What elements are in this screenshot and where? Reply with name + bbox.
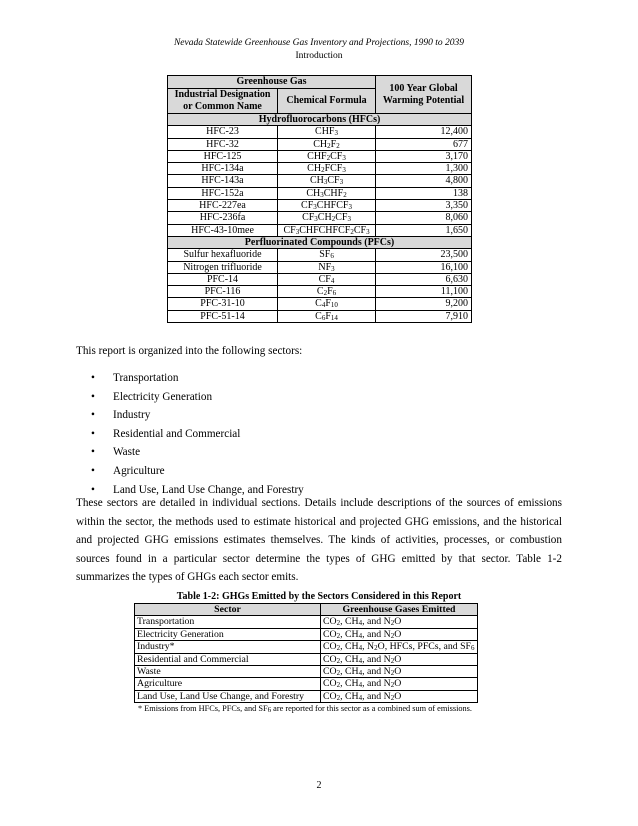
ghg-table xyxy=(134,603,478,703)
sector-label: Electricity Generation xyxy=(113,390,213,403)
table-row xyxy=(135,678,478,690)
running-header-title: Nevada Statewide Greenhouse Gas Inventory and Projections, 1990 to 2039 xyxy=(173,38,465,48)
section-hfc: Hydrofluorocarbons (HFCs) xyxy=(168,114,472,126)
gases-emitted: $CO_2$, $CH_4$, and $N_2O$ xyxy=(321,678,478,690)
table-row xyxy=(135,690,478,702)
gases-emitted: $CO_2$, $CH_4$, and $N_2O$ xyxy=(321,690,478,702)
table-row xyxy=(168,224,472,236)
bullet-icon: • xyxy=(91,446,95,459)
gas-name: HFC-32 xyxy=(168,138,278,150)
list-item xyxy=(88,425,304,444)
table-row xyxy=(168,187,472,199)
chemical-formula: $CF_3CHFCF_3$ xyxy=(278,200,376,212)
bullet-icon: • xyxy=(91,427,95,440)
table-row xyxy=(135,628,478,640)
sector-label: Land Use, Land Use Change, and Forestry xyxy=(113,483,304,496)
sector-name: Waste xyxy=(135,666,321,678)
gas-name: HFC-236fa xyxy=(168,212,278,224)
table-footnote: * Emissions from HFCs, PFCs, and $SF_6$ are reported for this sector as a combined sum of emissions. xyxy=(138,704,472,714)
chemical-formula: $CH_2FCF_3$ xyxy=(278,163,376,175)
gas-name: PFC-116 xyxy=(168,286,278,298)
bullet-icon: • xyxy=(91,464,95,477)
gwp-value: 3,170 xyxy=(376,150,472,162)
chemical-formula: $C_4F_{10}$ xyxy=(278,298,376,310)
gas-name: HFC-125 xyxy=(168,150,278,162)
gwp-value: 8,060 xyxy=(376,212,472,224)
gwp-value: 11,100 xyxy=(376,286,472,298)
table-row xyxy=(168,175,472,187)
chemical-formula: $CF_3CH_2CF_3$ xyxy=(278,212,376,224)
section-pfc: Perfluorinated Compounds (PFCs) xyxy=(168,236,472,248)
table-row xyxy=(168,163,472,175)
sector-name: Agriculture xyxy=(135,678,321,690)
gwp-value: 677 xyxy=(376,138,472,150)
chemical-formula: $C_6F_{14}$ xyxy=(278,310,376,322)
gases-emitted: $CO_2$, $CH_4$, and $N_2O$ xyxy=(321,628,478,640)
gas-name: HFC-43-10mee xyxy=(168,224,278,236)
header-designation: Industrial Designation or Common Name xyxy=(168,89,278,114)
bullet-icon: • xyxy=(91,483,95,496)
list-item xyxy=(88,462,304,481)
sector-label: Waste xyxy=(113,446,141,459)
table-row xyxy=(168,298,472,310)
header-formula: Chemical Formula xyxy=(278,89,376,114)
sector-name: Land Use, Land Use Change, and Forestry xyxy=(135,690,321,702)
gas-name: Sulfur hexafluoride xyxy=(168,249,278,261)
gas-name: PFC-31-10 xyxy=(168,298,278,310)
gwp-table-header-row xyxy=(168,76,472,89)
header-sector: Sector xyxy=(135,604,321,616)
table-row xyxy=(135,666,478,678)
sector-name: Industry* xyxy=(135,641,321,653)
chemical-formula: $CH_3CHF_2$ xyxy=(278,187,376,199)
gwp-value: 7,910 xyxy=(376,310,472,322)
gas-name: HFC-134a xyxy=(168,163,278,175)
chemical-formula: $CF_3CHFCHFCF_2CF_3$ xyxy=(278,224,376,236)
gas-name: PFC-51-14 xyxy=(168,310,278,322)
table-row xyxy=(135,616,478,628)
table-row xyxy=(168,150,472,162)
sector-label: Agriculture xyxy=(113,464,165,477)
gwp-value: 23,500 xyxy=(376,249,472,261)
sector-list xyxy=(88,369,304,499)
gas-name: PFC-14 xyxy=(168,273,278,285)
sector-label: Residential and Commercial xyxy=(113,427,241,440)
gases-emitted: $CO_2$, $CH_4$, and $N_2O$ xyxy=(321,666,478,678)
chemical-formula: $CF_4$ xyxy=(278,273,376,285)
header-greenhouse-gas: Greenhouse Gas xyxy=(168,76,376,89)
table-row xyxy=(168,126,472,138)
list-item xyxy=(88,388,304,407)
table-row xyxy=(168,138,472,150)
list-item xyxy=(88,406,304,425)
list-item xyxy=(88,369,304,388)
section-row-hfc xyxy=(168,114,472,126)
table-row xyxy=(168,273,472,285)
gwp-value: 6,630 xyxy=(376,273,472,285)
header-gwp: 100 Year Global Warming Potential xyxy=(376,76,472,114)
list-item xyxy=(88,443,304,462)
table-1-2-title: Table 1-2: GHGs Emitted by the Sectors Considered in this Report xyxy=(176,591,462,602)
chemical-formula: $NF_3$ xyxy=(278,261,376,273)
gas-name: HFC-152a xyxy=(168,187,278,199)
gwp-value: 3,350 xyxy=(376,200,472,212)
chemical-formula: $CHF_3$ xyxy=(278,126,376,138)
header-gases: Greenhouse Gases Emitted xyxy=(321,604,478,616)
table-row xyxy=(168,261,472,273)
gwp-value: 9,200 xyxy=(376,298,472,310)
running-header-section: Introduction xyxy=(295,51,343,61)
gases-emitted: $CO_2$, $CH_4$, and $N_2O$ xyxy=(321,616,478,628)
gases-emitted: $CO_2$, $CH_4$, $N_2O$, HFCs, PFCs, and $SF_6$ xyxy=(321,641,478,653)
table-row xyxy=(168,200,472,212)
gwp-value: 4,800 xyxy=(376,175,472,187)
detail-paragraph: These sectors are detailed in individual sections. Details include descriptions of the sources of emissions within the sector, the methods used to estimate historical and projected GHG emissions, and the historical and projected GHG emissions estimates themselves. The kinds of activities, processes, or combustion sources found in a particular sector determine the types of GHG emitted by that sector. Table 1-2 summarizes the types of GHGs each sector emits. xyxy=(76,497,562,583)
chemical-formula: $CH_3CF_3$ xyxy=(278,175,376,187)
sector-label: Industry xyxy=(113,409,151,422)
table-row xyxy=(168,212,472,224)
gases-emitted: $CO_2$, $CH_4$, and $N_2O$ xyxy=(321,653,478,665)
chemical-formula: $SF_6$ xyxy=(278,249,376,261)
table-row xyxy=(168,310,472,322)
gwp-table xyxy=(167,75,472,323)
gwp-value: 12,400 xyxy=(376,126,472,138)
table-row xyxy=(168,249,472,261)
table-row xyxy=(135,653,478,665)
gas-name: HFC-23 xyxy=(168,126,278,138)
gas-name: HFC-227ea xyxy=(168,200,278,212)
chemical-formula: $C_2F_6$ xyxy=(278,286,376,298)
page-number: 2 xyxy=(316,780,322,791)
sector-name: Electricity Generation xyxy=(135,628,321,640)
sector-name: Residential and Commercial xyxy=(135,653,321,665)
section-row-pfc xyxy=(168,236,472,248)
ghg-table-header-row xyxy=(135,604,478,616)
gas-name: HFC-143a xyxy=(168,175,278,187)
gwp-value: 1,300 xyxy=(376,163,472,175)
sector-name: Transportation xyxy=(135,616,321,628)
gwp-value: 1,650 xyxy=(376,224,472,236)
sector-label: Transportation xyxy=(113,372,179,384)
bullet-icon: • xyxy=(91,390,95,403)
gwp-value: 138 xyxy=(376,187,472,199)
intro-paragraph: This report is organized into the following sectors: xyxy=(76,345,303,357)
table-row xyxy=(135,641,478,653)
chemical-formula: $CH_2F_2$ xyxy=(278,138,376,150)
gwp-value: 16,100 xyxy=(376,261,472,273)
gas-name: Nitrogen trifluoride xyxy=(168,261,278,273)
chemical-formula: $CHF_2CF_3$ xyxy=(278,150,376,162)
bullet-icon: • xyxy=(91,372,95,384)
table-row xyxy=(168,286,472,298)
bullet-icon: • xyxy=(91,409,95,422)
